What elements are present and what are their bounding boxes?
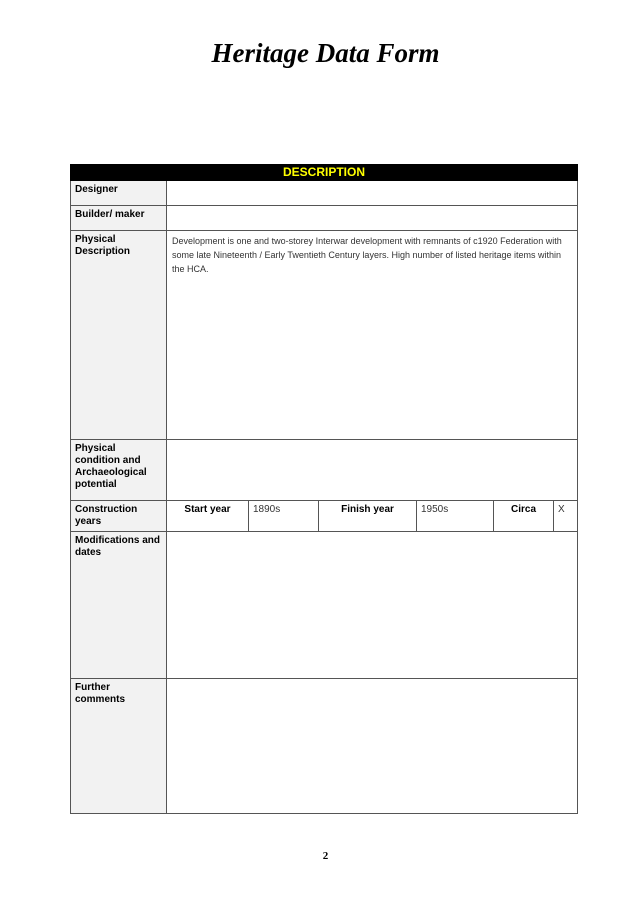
page-title: Heritage Data Form [211,38,440,68]
builder-value[interactable] [167,206,578,231]
physical-description-label: Physical Description [71,231,167,440]
physical-description-value[interactable]: Development is one and two-storey Interwar development with remnants of c1920 Federation with some late Nineteenth / Early Twentieth Century layers. High number of listed heritage items within the HCA. [167,231,578,440]
finish-year-label: Finish year [319,501,417,532]
modifications-value[interactable] [167,532,578,679]
physical-condition-label: Physical condition and Archaeological potential [71,440,167,501]
designer-value[interactable] [167,181,578,206]
modifications-label: Modifications and dates [71,532,167,679]
section-header: DESCRIPTION [71,165,578,181]
page-number: 2 [322,850,329,862]
description-table [70,164,578,814]
further-comments-label: Further comments [71,679,167,814]
start-year-label: Start year [167,501,249,532]
finish-year-value[interactable]: 1950s [417,501,494,532]
designer-label: Designer [71,181,167,206]
physical-condition-value[interactable] [167,440,578,501]
construction-years-label: Construction years [71,501,167,532]
start-year-value[interactable]: 1890s [249,501,319,532]
circa-value[interactable]: X [554,501,578,532]
builder-label: Builder/ maker [71,206,167,231]
circa-label: Circa [494,501,554,532]
further-comments-value[interactable] [167,679,578,814]
